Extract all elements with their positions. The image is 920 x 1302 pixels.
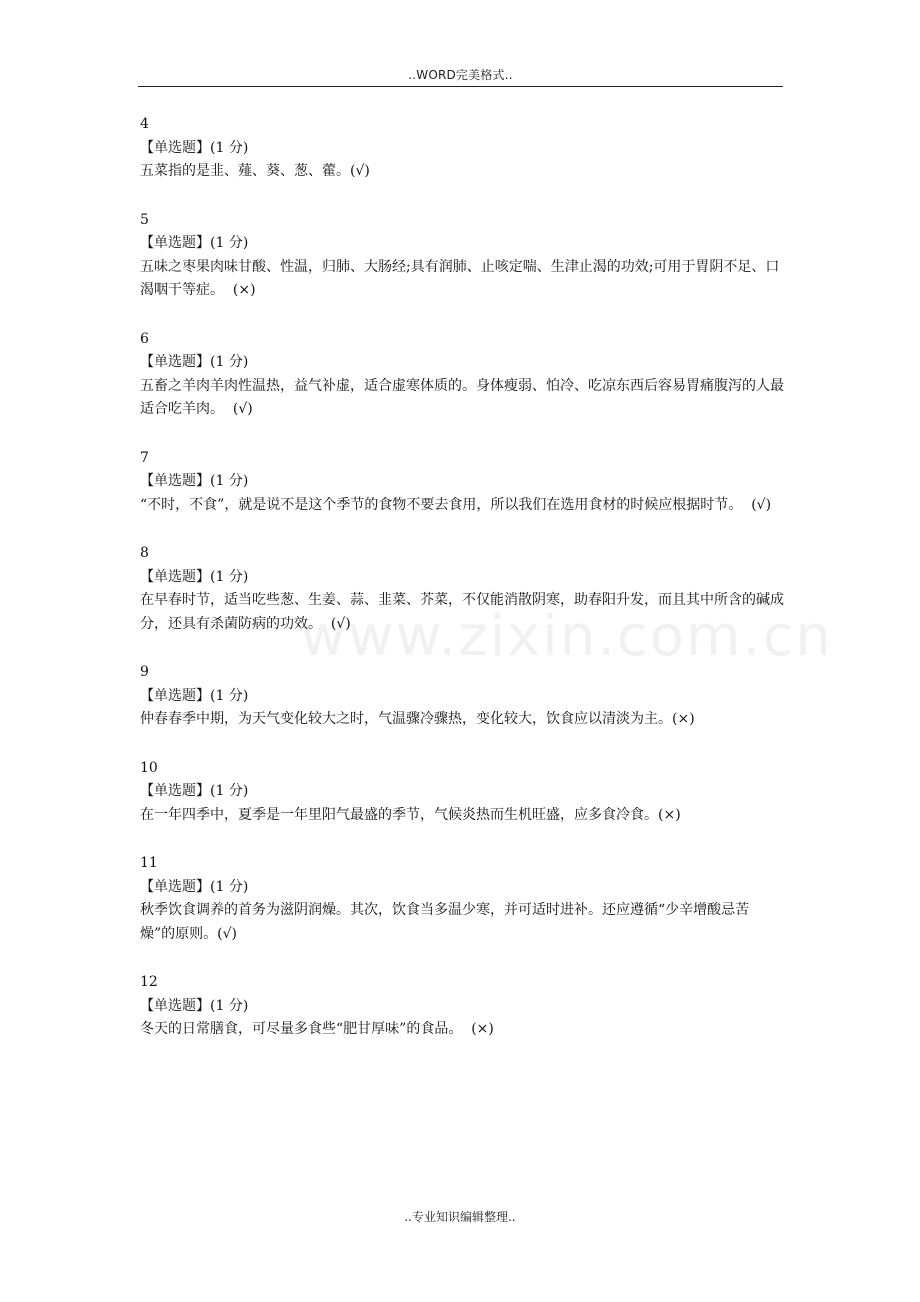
question-text: 秋季饮食调养的首务为滋阴润燥。其次，饮食当多温少寒，并可适时进补。还应遵循“少辛增酸忌苦燥”的原则。(√) (140, 902, 750, 942)
question-text: 五菜指的是韭、薤、葵、葱、藿。(√) (140, 163, 370, 179)
question-type: 【单选题】(1 分) (140, 473, 249, 489)
question-text: 仲春春季中期，为天气变化较大之时，气温骤冷骤热，变化较大，饮食应以清淡为主。(×) (140, 711, 695, 727)
question-item (140, 113, 784, 184)
page-header (138, 58, 783, 87)
question-type: 【单选题】(1 分) (140, 568, 249, 585)
question-type: 【单选题】(1 分) (140, 139, 249, 156)
question-text: 在一年四季中，夏季是一年里阳气最盛的季节，气候炎热而生机旺盛，应多食冷食。(×) (140, 806, 681, 823)
question-type: 【单选题】(1 分) (140, 235, 249, 251)
question-number: 12 (140, 974, 158, 990)
question-item (140, 542, 784, 636)
question-number: 6 (140, 330, 149, 347)
question-type: 【单选题】(1 分) (140, 878, 249, 895)
question-type: 【单选题】(1 分) (140, 687, 249, 704)
question-type: 【单选题】(1 分) (140, 783, 249, 799)
question-type: 【单选题】(1 分) (140, 354, 249, 370)
question-number: 11 (140, 855, 158, 871)
question-item (140, 447, 784, 518)
question-list (140, 113, 784, 1067)
question-text: 冬天的日常膳食，可尽量多食些“肥甘厚味”的食品。 (×) (140, 1021, 494, 1037)
watermark: www.zixin.com.cn (300, 604, 833, 669)
question-number: 4 (140, 116, 149, 132)
question-item (140, 971, 784, 1042)
question-number: 10 (140, 759, 158, 776)
question-text: 五畜之羊肉羊肉性温热，益气补虚，适合虚寒体质的。身体瘦弱、怕冷、吃凉东西后容易胃痛腹泻的人最适合吃羊肉。 (√) (140, 377, 784, 417)
question-item (140, 209, 784, 303)
question-item (140, 328, 784, 422)
page-footer: ..专业知识编辑整理.. (404, 1210, 516, 1224)
question-number: 7 (140, 449, 149, 466)
question-number: 9 (140, 664, 149, 680)
question-item (140, 852, 784, 946)
question-item (140, 661, 784, 732)
question-text: “不时，不食”，就是说不是这个季节的食物不要去食用，所以我们在选用食材的时候应根据时节。 (√) (140, 496, 772, 513)
question-text: 在早春时节，适当吃些葱、生姜、蒜、韭菜、芥菜，不仅能消散阴寒，助春阳升发，而且其中所含的碱成分，还具有杀菌防病的功效。 (√) (140, 592, 784, 632)
question-item (140, 757, 784, 828)
header-text: ..WORD完美格式.. (408, 68, 513, 82)
question-number: 8 (140, 545, 149, 561)
question-number: 5 (140, 211, 149, 228)
question-text: 五味之枣果肉味甘酸、性温，归肺、大肠经;具有润肺、止咳定喘、生津止渴的功效;可用于胃阴不足、口渴咽干等症。 (×) (140, 258, 780, 298)
question-type: 【单选题】(1 分) (140, 997, 249, 1014)
